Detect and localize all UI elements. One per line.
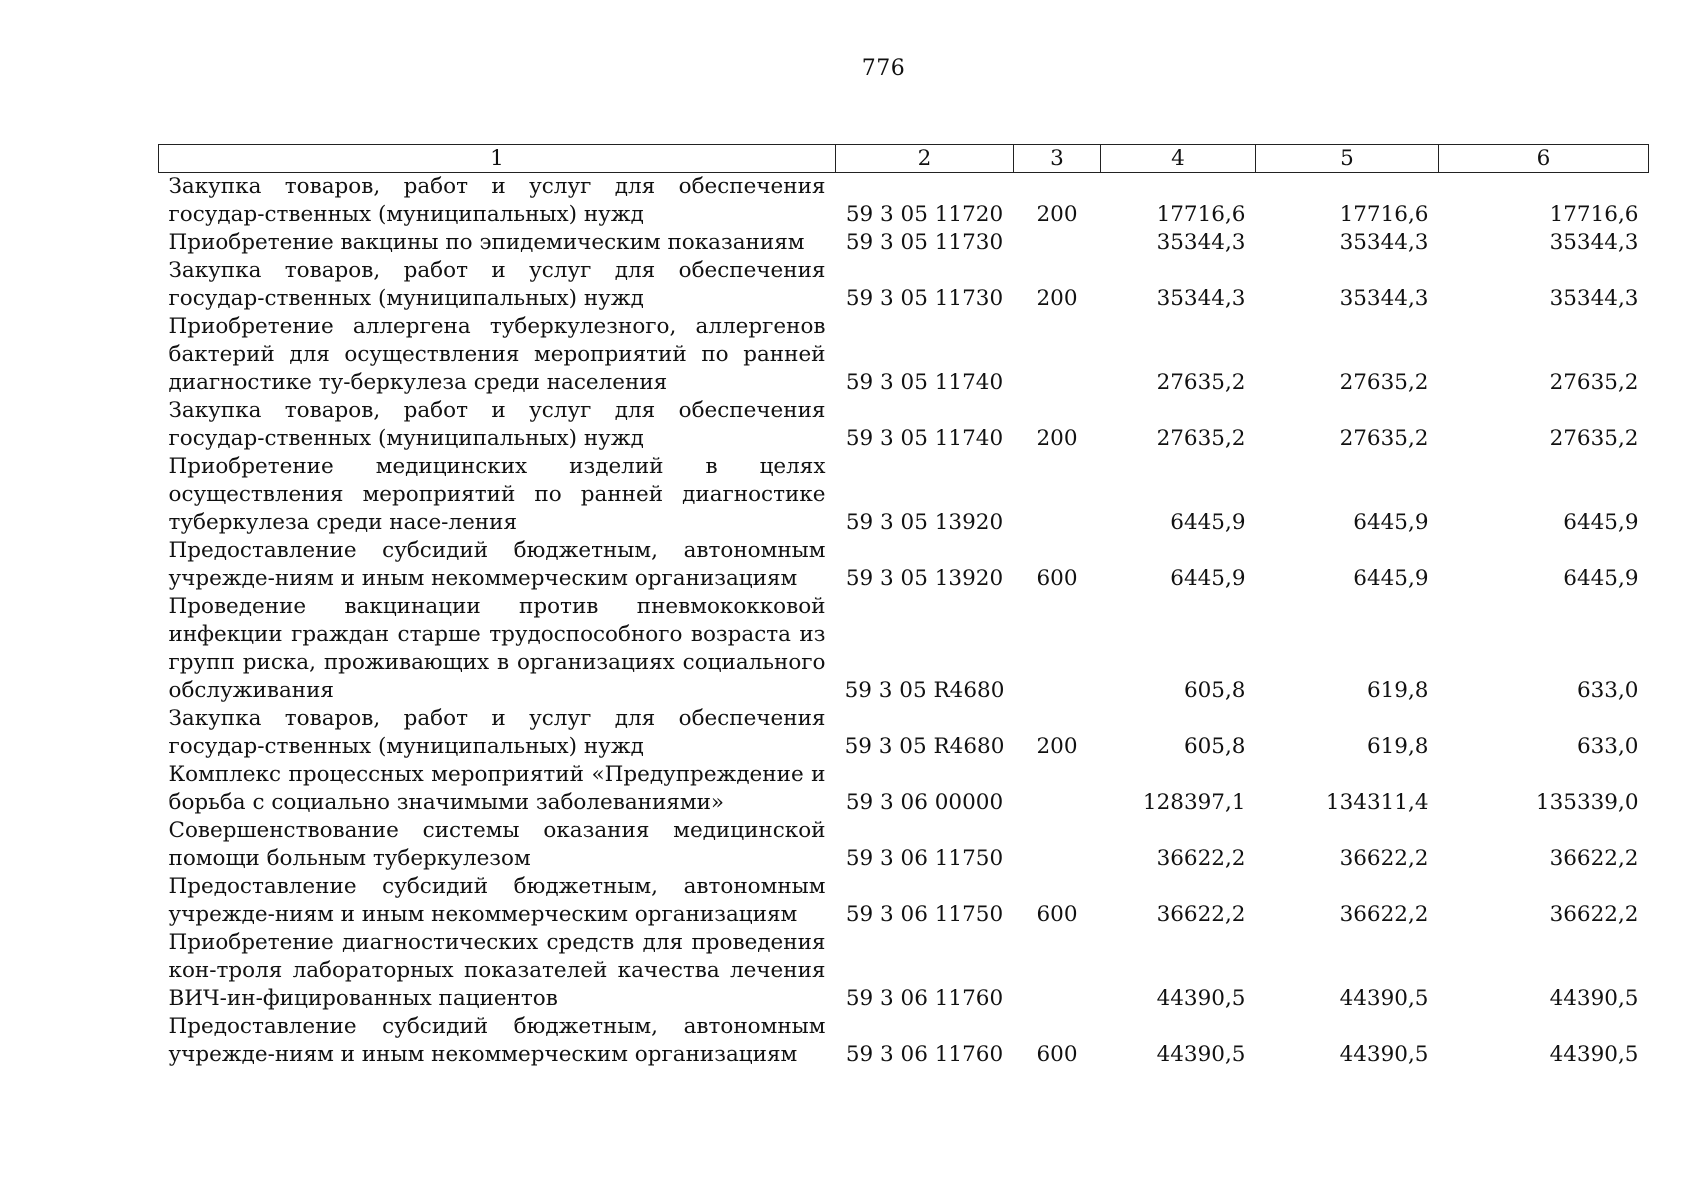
row-name: Предоставление субсидий бюджетным, автономным учрежде-ниям и иным некоммерческим организациям	[168, 874, 826, 927]
row-value-col5: 6445,9	[1353, 510, 1429, 535]
row-name: Закупка товаров, работ и услуг для обеспечения государ-ственных (муниципальных) нужд	[168, 258, 826, 311]
row-value-col5: 6445,9	[1353, 566, 1429, 591]
row-value-col6: 27635,2	[1549, 370, 1639, 395]
row-type	[1014, 229, 1101, 257]
column-header-5: 5	[1256, 145, 1439, 173]
row-value-col4: 36622,2	[1156, 846, 1246, 871]
row-name: Предоставление субсидий бюджетным, автономным учрежде-ниям и иным некоммерческим организациям	[168, 538, 826, 591]
row-value-col6: 6445,9	[1563, 510, 1639, 535]
table-row	[159, 453, 1649, 537]
row-value-col6: 35344,3	[1549, 286, 1639, 311]
row-value-col5: 619,8	[1366, 678, 1429, 703]
row-value-col5: 44390,5	[1339, 1042, 1429, 1067]
row-type	[1014, 929, 1101, 1013]
row-name: Комплекс процессных мероприятий «Предупреждение и борьба с социально значимыми заболеваниями»	[168, 762, 826, 815]
table-row	[159, 761, 1649, 817]
table-row	[159, 873, 1649, 929]
row-value-col6: 17716,6	[1549, 202, 1639, 227]
row-value-col6: 633,0	[1576, 678, 1639, 703]
column-header-6: 6	[1439, 145, 1649, 173]
row-value-col5: 36622,2	[1339, 902, 1429, 927]
row-code: 59 3 05 11740	[845, 426, 1004, 451]
row-code: 59 3 05 R4680	[844, 678, 1005, 703]
row-type: 600	[1036, 566, 1078, 591]
row-value-col4: 605,8	[1183, 678, 1246, 703]
row-name: Проведение вакцинации против пневмококковой инфекции граждан старше трудоспособного возраста из групп риска, проживающих в организациях социального обслуживания	[168, 594, 826, 703]
table-row	[159, 313, 1649, 397]
table-row	[159, 817, 1649, 873]
row-value-col6: 27635,2	[1549, 426, 1639, 451]
row-type: 200	[1036, 426, 1078, 451]
header-row	[159, 145, 1649, 173]
row-value-col6: 44390,5	[1549, 1042, 1639, 1067]
table-row	[159, 229, 1649, 257]
row-value-col4: 36622,2	[1156, 902, 1246, 927]
row-value-col5: 27635,2	[1339, 426, 1429, 451]
table-row	[159, 257, 1649, 313]
row-type: 600	[1036, 902, 1078, 927]
row-value-col4: 6445,9	[1170, 566, 1246, 591]
row-value-col6: 36622,2	[1549, 902, 1639, 927]
row-value-col4: 35344,3	[1156, 286, 1246, 311]
table-body	[159, 173, 1649, 1070]
row-value-col5: 27635,2	[1339, 370, 1429, 395]
row-type: 200	[1036, 286, 1078, 311]
row-type: 600	[1036, 1042, 1078, 1067]
row-name: Совершенствование системы оказания медицинской помощи больным туберкулезом	[168, 818, 826, 871]
row-value-col5: 36622,2	[1339, 846, 1429, 871]
row-code: 59 3 05 11720	[845, 202, 1004, 227]
row-code: 59 3 05 11740	[845, 370, 1004, 395]
row-name: Закупка товаров, работ и услуг для обеспечения государ-ственных (муниципальных) нужд	[168, 398, 826, 451]
column-header-1: 1	[159, 145, 836, 173]
table-row	[159, 397, 1649, 453]
row-type	[1014, 593, 1101, 705]
row-type: 200	[1036, 734, 1078, 759]
page-number: 776	[861, 56, 906, 81]
row-code: 59 3 06 11760	[845, 1042, 1004, 1067]
row-code: 59 3 05 11730	[845, 230, 1004, 255]
row-value-col4: 128397,1	[1142, 790, 1246, 815]
row-value-col5: 44390,5	[1339, 986, 1429, 1011]
row-value-col4: 27635,2	[1156, 426, 1246, 451]
row-code: 59 3 06 00000	[845, 790, 1004, 815]
table-row	[159, 593, 1649, 705]
row-name: Приобретение аллергена туберкулезного, аллергенов бактерий для осуществления мероприятий по ранней диагностике ту-беркулеза среди населения	[168, 314, 826, 395]
row-type	[1014, 817, 1101, 873]
row-code: 59 3 06 11750	[845, 846, 1004, 871]
row-value-col5: 17716,6	[1339, 202, 1429, 227]
budget-table-container	[158, 144, 1648, 1069]
row-value-col4: 35344,3	[1156, 230, 1246, 255]
row-type	[1014, 453, 1101, 537]
row-value-col6: 6445,9	[1563, 566, 1639, 591]
row-name: Приобретение вакцины по эпидемическим показаниям	[168, 230, 805, 255]
row-name: Приобретение медицинских изделий в целях осуществления мероприятий по ранней диагностике туберкулеза среди насе-ления	[168, 454, 826, 535]
row-name: Приобретение диагностических средств для проведения кон-троля лабораторных показателей качества лечения ВИЧ-ин-фицированных пациентов	[168, 930, 826, 1011]
row-name: Закупка товаров, работ и услуг для обеспечения государ-ственных (муниципальных) нужд	[168, 706, 826, 759]
table-row	[159, 537, 1649, 593]
row-code: 59 3 05 13920	[845, 510, 1004, 535]
row-value-col4: 27635,2	[1156, 370, 1246, 395]
budget-table	[158, 144, 1649, 1069]
table-row	[159, 929, 1649, 1013]
row-code: 59 3 06 11760	[845, 986, 1004, 1011]
table-row	[159, 1013, 1649, 1069]
row-code: 59 3 05 13920	[845, 566, 1004, 591]
row-value-col5: 35344,3	[1339, 230, 1429, 255]
row-code: 59 3 05 R4680	[844, 734, 1005, 759]
row-type	[1014, 313, 1101, 397]
row-value-col6: 35344,3	[1549, 230, 1639, 255]
table-row	[159, 705, 1649, 761]
row-name: Предоставление субсидий бюджетным, автономным учрежде-ниям и иным некоммерческим организациям	[168, 1014, 826, 1067]
row-value-col4: 44390,5	[1156, 986, 1246, 1011]
row-type: 200	[1036, 202, 1078, 227]
row-value-col5: 134311,4	[1325, 790, 1429, 815]
row-value-col6: 44390,5	[1549, 986, 1639, 1011]
row-value-col6: 633,0	[1576, 734, 1639, 759]
row-value-col6: 36622,2	[1549, 846, 1639, 871]
row-code: 59 3 05 11730	[845, 286, 1004, 311]
row-type	[1014, 761, 1101, 817]
row-value-col5: 35344,3	[1339, 286, 1429, 311]
table-row	[159, 173, 1649, 230]
column-header-4: 4	[1101, 145, 1256, 173]
row-value-col4: 17716,6	[1156, 202, 1246, 227]
column-header-3: 3	[1014, 145, 1101, 173]
row-value-col4: 6445,9	[1170, 510, 1246, 535]
row-value-col6: 135339,0	[1535, 790, 1639, 815]
row-code: 59 3 06 11750	[845, 902, 1004, 927]
column-header-2: 2	[836, 145, 1014, 173]
row-value-col5: 619,8	[1366, 734, 1429, 759]
row-value-col4: 44390,5	[1156, 1042, 1246, 1067]
row-name: Закупка товаров, работ и услуг для обеспечения государ-ственных (муниципальных) нужд	[168, 174, 826, 227]
row-value-col4: 605,8	[1183, 734, 1246, 759]
